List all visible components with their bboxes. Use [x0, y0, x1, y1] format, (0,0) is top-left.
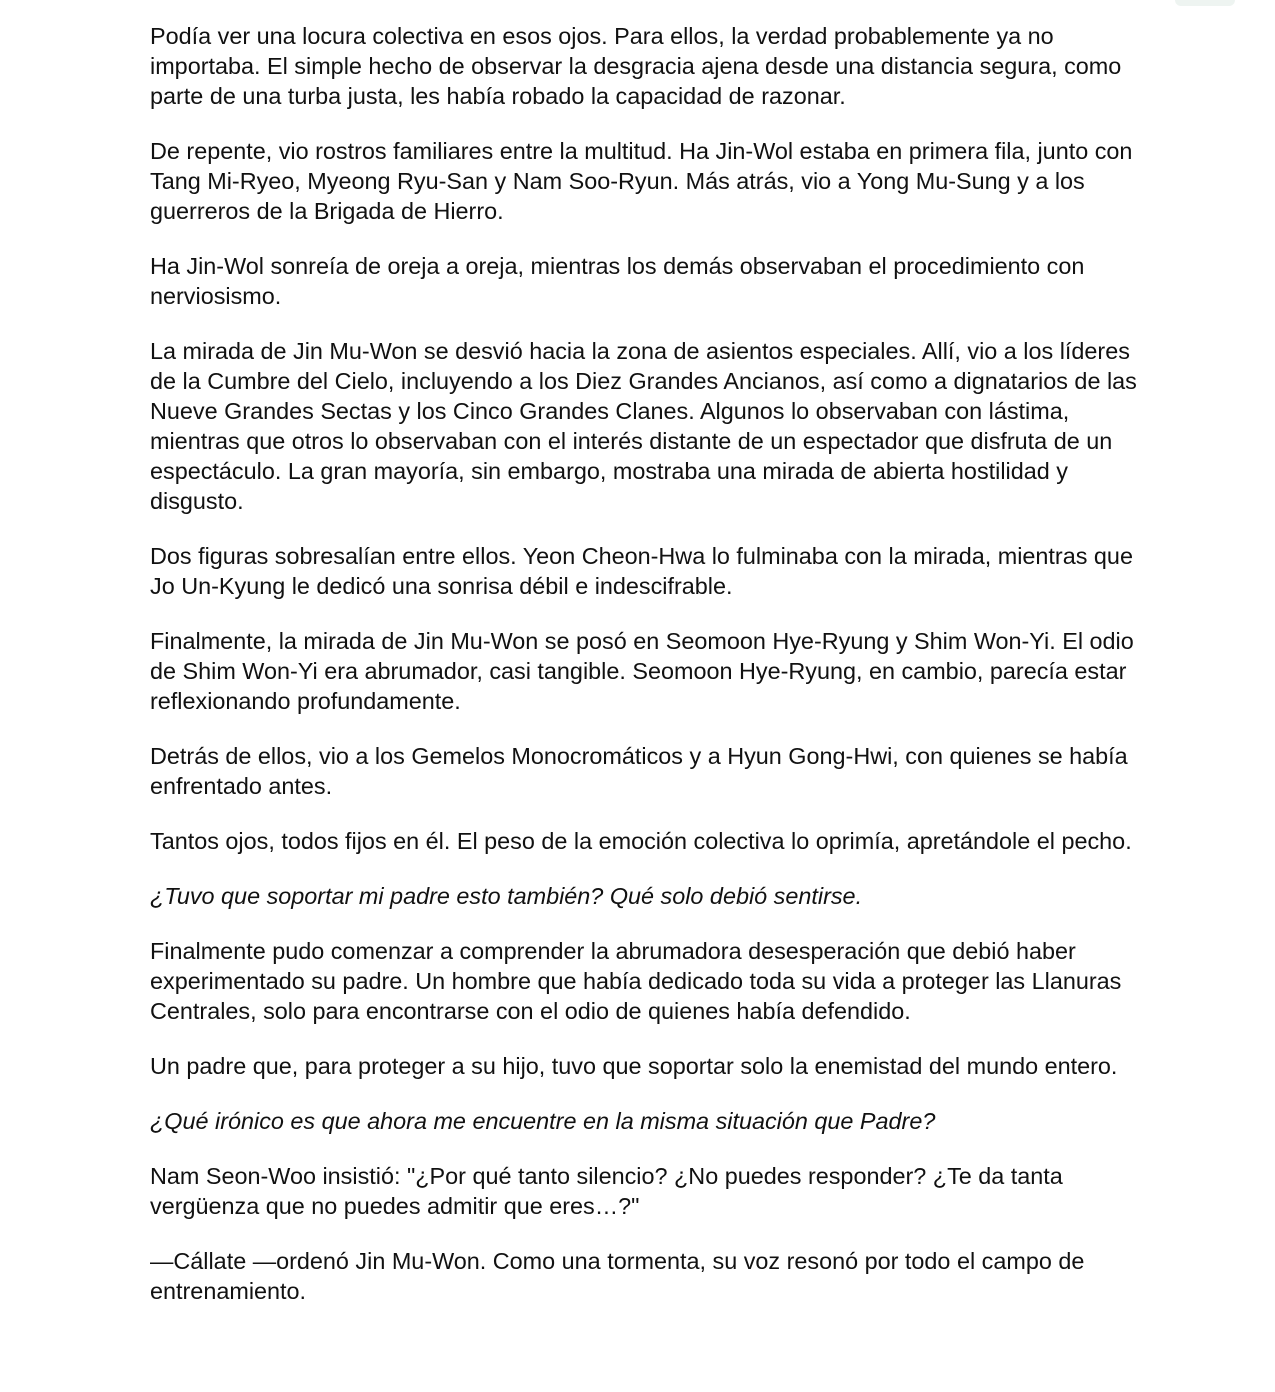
paragraph: Finalmente pudo comenzar a comprender la abrumadora desesperación que debió haber experimentado su padre. Un hombre que había dedicado toda su vida a proteger las Llanuras Centrales, solo para encontrarse con el odio de quienes había defendido.	[150, 938, 1122, 1024]
document-body	[150, 21, 1140, 1331]
paragraph: De repente, vio rostros familiares entre la multitud. Ha Jin-Wol estaba en primera fila, junto con Tang Mi-Ryeo, Myeong Ryu-San y Nam Soo-Ryun. Más atrás, vio a Yong Mu-Sung y a los guerreros de la Brigada de Hierro.	[150, 138, 1133, 224]
italic-thought-paragraph: ¿Qué irónico es que ahora me encuentre en la misma situación que Padre?	[150, 1108, 936, 1134]
italic-thought-paragraph: ¿Tuvo que soportar mi padre esto también? Qué solo debió sentirse.	[150, 883, 863, 909]
paragraph: Dos figuras sobresalían entre ellos. Yeon Cheon-Hwa lo fulminaba con la mirada, mientras que Jo Un-Kyung le dedicó una sonrisa débil e indescifrable.	[150, 543, 1133, 599]
paragraph: Detrás de ellos, vio a los Gemelos Monocromáticos y a Hyun Gong-Hwi, con quienes se había enfrentado antes.	[150, 743, 1128, 799]
paragraph: La mirada de Jin Mu-Won se desvió hacia la zona de asientos especiales. Allí, vio a los líderes de la Cumbre del Cielo, incluyendo a los Diez Grandes Ancianos, así como a dignatarios de las Nueve Grandes Sectas y los Cinco Grandes Clanes. Algunos lo observaban con lástima, mientras que otros lo observaban con el interés distante de un espectador que disfruta de un espectáculo. La gran mayoría, sin embargo, mostraba una mirada de abierta hostilidad y disgusto.	[150, 338, 1137, 514]
paragraph: —Cállate —ordenó Jin Mu-Won. Como una tormenta, su voz resonó por todo el campo de entrenamiento.	[150, 1248, 1085, 1304]
paragraph: Finalmente, la mirada de Jin Mu-Won se posó en Seomoon Hye-Ryung y Shim Won-Yi. El odio de Shim Won-Yi era abrumador, casi tangible. Seomoon Hye-Ryung, en cambio, parecía estar reflexionando profundamente.	[150, 628, 1134, 714]
paragraph: Ha Jin-Wol sonreía de oreja a oreja, mientras los demás observaban el procedimiento con nerviosismo.	[150, 253, 1085, 309]
paragraph: Nam Seon-Woo insistió: "¿Por qué tanto silencio? ¿No puedes responder? ¿Te da tanta vergüenza que no puedes admitir que eres…?"	[150, 1163, 1063, 1219]
corner-decoration	[1175, 0, 1235, 6]
paragraph: Podía ver una locura colectiva en esos ojos. Para ellos, la verdad probablemente ya no importaba. El simple hecho de observar la desgracia ajena desde una distancia segura, como parte de una turba justa, les había robado la capacidad de razonar.	[150, 23, 1122, 109]
paragraph: Un padre que, para proteger a su hijo, tuvo que soportar solo la enemistad del mundo entero.	[150, 1053, 1118, 1079]
paragraph: Tantos ojos, todos fijos en él. El peso de la emoción colectiva lo oprimía, apretándole el pecho.	[150, 828, 1132, 854]
